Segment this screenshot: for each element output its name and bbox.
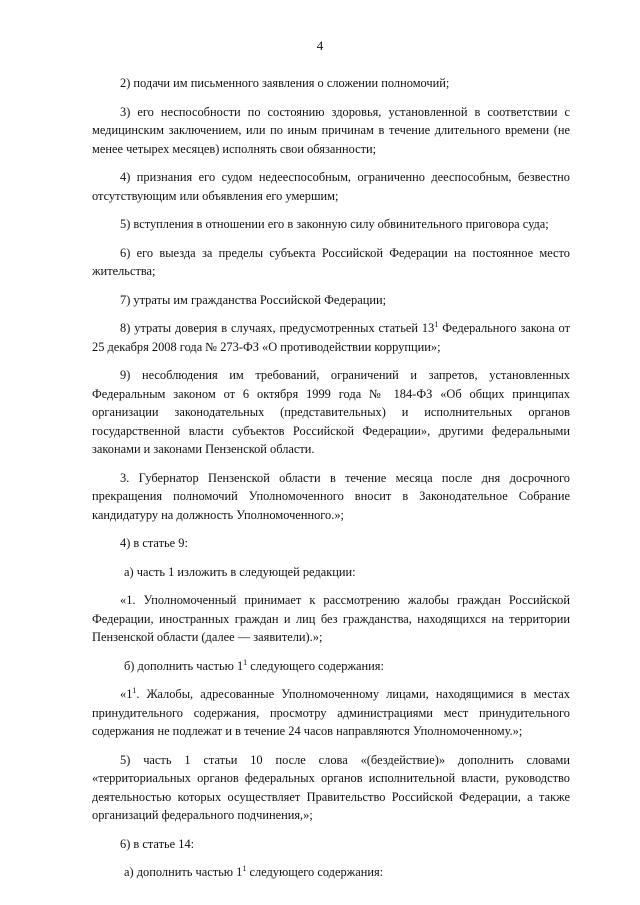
paragraph-item-4a: а) часть 1 изложить в следующей редакции: bbox=[124, 564, 356, 579]
paragraph-item-6: 6) в статье 14: bbox=[120, 836, 195, 851]
paragraph-2: 2) подачи им письменного заявления о сложении полномочий; bbox=[120, 76, 450, 90]
paragraph-8: 8) утраты доверия в случаях, предусмотренных статьей $13^1$ Федерального закона от 25 декабря 2008 года № 273-ФЗ «О противодействии коррупции»; bbox=[92, 320, 570, 354]
paragraph-3: 3) его неспособности по состоянию здоровья, установленной в соответствии с медицинским заключением, или по иным причинам в течение длительного времени (не менее четырех месяцев) исполнять свои обязанности; bbox=[92, 104, 570, 156]
paragraph-4: 4) признания его судом недееспособным, ограниченно дееспособным, безвестно отсутствующим или объявления его умершим; bbox=[92, 170, 570, 203]
paragraph-7: 7) утраты им гражданства Российской Федерации; bbox=[120, 292, 387, 307]
page-number: 4 bbox=[316, 38, 324, 53]
paragraph-section-3: 3. Губернатор Пензенской области в течение месяца после дня досрочного прекращения полномочий Уполномоченного вносит в Законодательное Собрание кандидатуру на должность Уполномоченного.»; bbox=[92, 470, 570, 522]
paragraph-item-4: 4) в статье 9: bbox=[120, 536, 188, 550]
paragraph-6: 6) его выезда за пределы субъекта Российской Федерации на постоянное место жительства; bbox=[92, 245, 570, 278]
paragraph-item-5: 5) часть 1 статьи 10 после слова «(бездействие)» дополнить словами «территориальных органов федеральных органов исполнительной власти, руководство деятельностью которых осуществляет Правительство Российской Федерации, а также организаций федерального подчинения,»; bbox=[92, 752, 570, 822]
paragraph-9: 9) несоблюдения им требований, ограничений и запретов, установленных Федеральным законом от 6 октября 1999 года № 184-ФЗ «Об общих принципах организации законодательных (представительных) и исполнительных органов государственной власти субъектов Российской Федерации», другими федеральными законами и законами Пензенской области. bbox=[92, 368, 570, 456]
paragraph-item-4b: б) дополнить частью $1^1$ следующего содержания: bbox=[124, 657, 384, 673]
document-body bbox=[92, 74, 570, 892]
paragraph-5: 5) вступления в отношении его в законную силу обвинительного приговора суда; bbox=[120, 217, 549, 231]
paragraph-quote-1: «1. Уполномоченный принимает к рассмотрению жалобы граждан Российской Федерации, иностранных граждан и лиц без гражданства, находящихся на территории Пензенской области (далее — заявители).»; bbox=[92, 593, 570, 644]
paragraph-quote-1-1: «$1^1$. Жалобы, адресованные Уполномоченному лицами, находящимися в местах принудительного содержания, просмотру администрациями мест принудительного содержания не подлежат и в течение 24 часов направляются Уполномоченному.»; bbox=[92, 686, 570, 738]
paragraph-item-6a: а) дополнить частью $1^1$ следующего содержания: bbox=[124, 864, 384, 879]
